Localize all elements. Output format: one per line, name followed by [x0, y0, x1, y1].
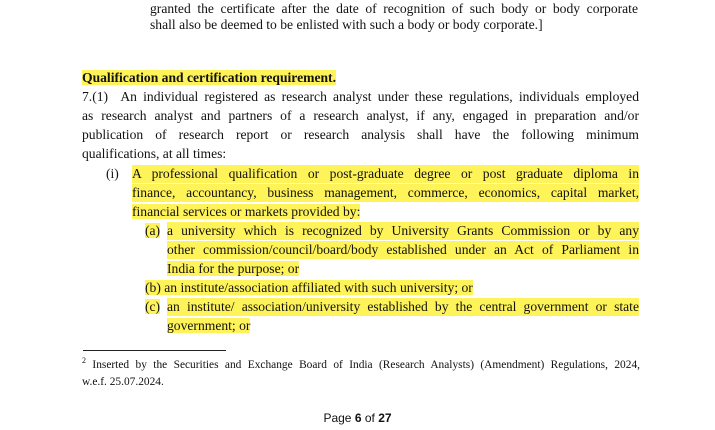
footnote-divider — [83, 350, 226, 351]
continuation-line-2: shall also be deemed to be enlisted with such a body or body corporate.] — [150, 17, 543, 32]
para-line-3: publication of research report or research analysis shall have the following minimum — [82, 127, 639, 142]
clause-i-label: (i) — [106, 166, 119, 181]
para-line-2: as research analyst and partners of a research analyst, if any, engaged in preparation and/or — [82, 108, 639, 123]
sub-a-line-1: a university which is recognized by University Grants Commission or by any — [167, 223, 639, 238]
section-heading: Qualification and certification requirement. — [82, 70, 336, 85]
section-number: 7.(1) — [82, 89, 109, 104]
sub-c-label: (c) — [145, 299, 161, 314]
para-line-1: 7.(1) An individual registered as research analyst under these regulations, individuals employed — [82, 89, 640, 104]
page-number: Page 6 of 27 — [323, 411, 392, 425]
sub-a-line-3: India for the purpose; or — [167, 261, 300, 276]
sub-a-line-2: other commission/council/board/body established under an Act of Parliament in — [167, 242, 639, 257]
para-line-4: qualifications, at all times: — [82, 146, 227, 161]
footnote-marker: 2 — [82, 356, 86, 366]
footnote-line-2: w.e.f. 25.07.2024. — [82, 376, 164, 388]
footnote-line-1: $^2$ Inserted by the Securities and Exchange Board of India (Research Analysts) (Amendment) Regulations, 2024, — [82, 356, 640, 371]
continuation-line-1: granted the certificate after the date of recognition of such body or body corporate — [150, 1, 638, 16]
clause-i-line-2: finance, accountancy, business management, commerce, economics, capital market, — [132, 185, 639, 200]
clause-i-line-3: financial services or markets provided by: — [132, 204, 361, 219]
sub-b: (b) an institute/association affiliated with such university; or — [145, 280, 473, 295]
sub-a-label: (a) — [145, 223, 161, 238]
sub-c-line-1: an institute/ association/university established by the central government or state — [167, 299, 639, 314]
sub-c-line-2: government; or — [167, 318, 251, 333]
clause-i-line-1: A professional qualification or post-graduate degree or post graduate diploma in — [132, 166, 639, 181]
